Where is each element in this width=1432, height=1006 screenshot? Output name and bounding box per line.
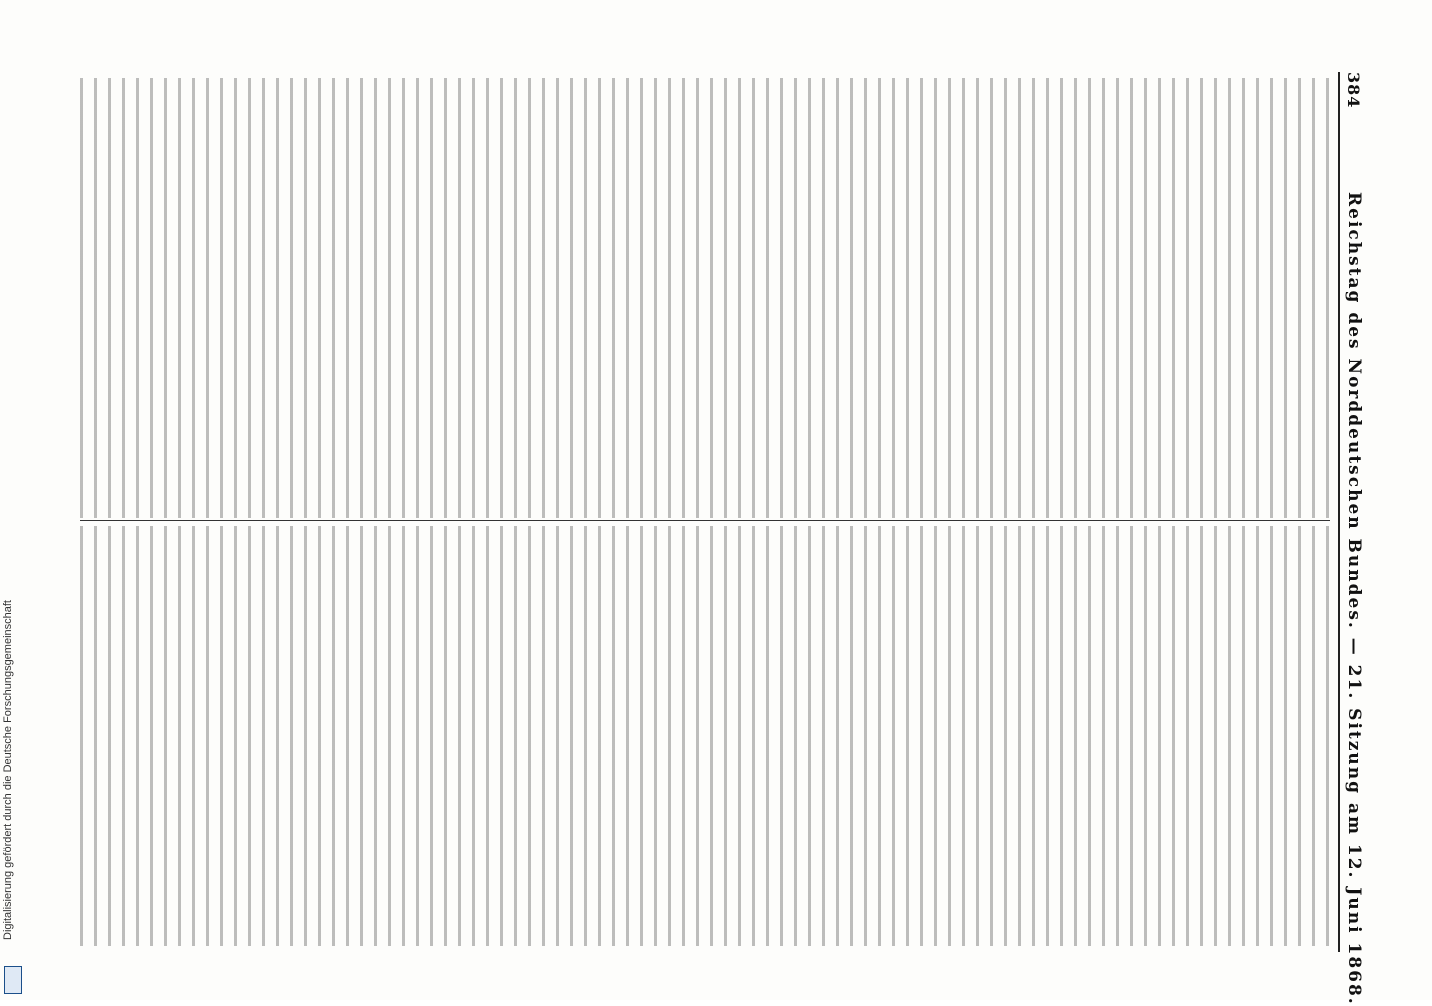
rotated-spread (80, 72, 1370, 1006)
column-divider (80, 520, 1330, 521)
dfg-logo-icon (4, 966, 22, 994)
digitization-credit (2, 600, 22, 990)
body-column-left (80, 78, 1330, 518)
body-area (80, 72, 1330, 952)
body-column-right (80, 526, 1330, 946)
header-rule (1338, 72, 1340, 952)
running-header (1342, 72, 1370, 1006)
digitization-credit-text: Digitalisierung gefördert durch die Deutsche Forschungsgemeinschaft (2, 600, 14, 940)
page-number: 384 (1344, 72, 1363, 109)
running-title: Reichstag des Norddeutschen Bundes. — 21. Sitzung am 12. Juni 1868. (1344, 192, 1364, 1006)
